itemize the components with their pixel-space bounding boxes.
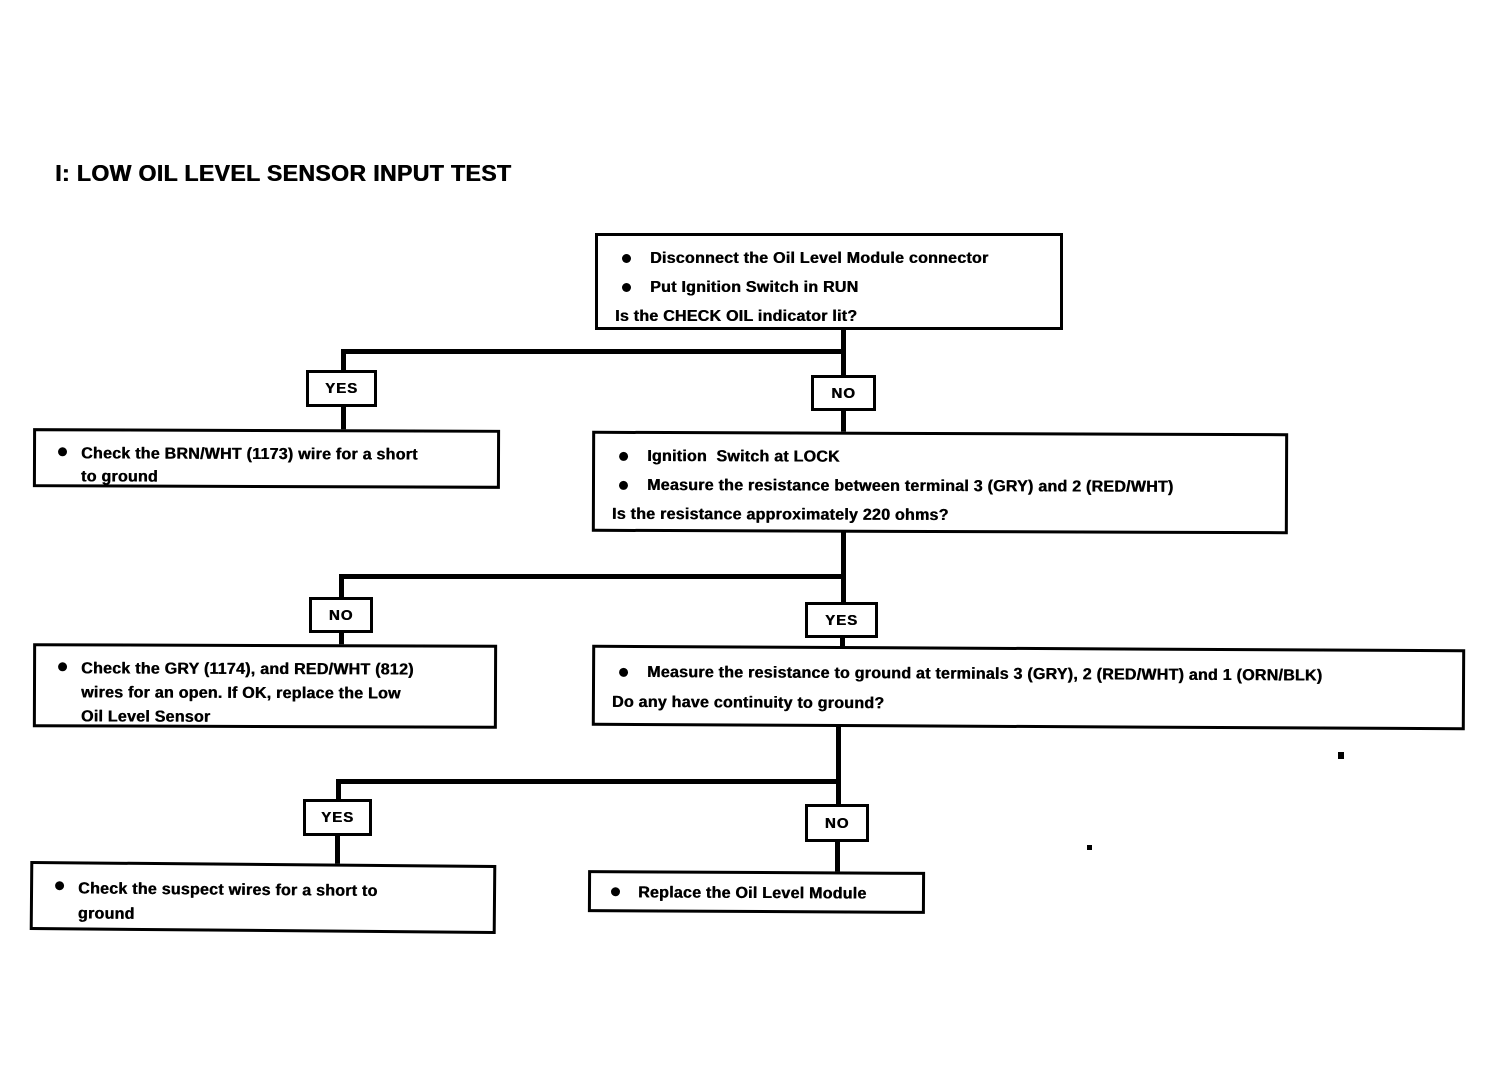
bullet-icon xyxy=(611,887,620,896)
step2-question: Is the resistance approximately 220 ohms? xyxy=(611,505,949,525)
result2-line-2: wires for an open. If OK, replace the Low xyxy=(80,684,401,703)
result3-row xyxy=(55,876,493,905)
result4-row xyxy=(611,882,922,906)
bullet-icon xyxy=(622,254,631,263)
bullet-icon xyxy=(58,662,67,671)
step2-bullet-text-1: Ignition Switch at LOCK xyxy=(647,447,840,466)
step1-question: Is the CHECK OIL indicator lit? xyxy=(615,308,858,325)
connector-line xyxy=(836,726,841,807)
branch2-yes-label: YES xyxy=(805,602,878,638)
result-box-check-brn-wht xyxy=(33,428,500,489)
step1-bullet-row-2 xyxy=(622,278,1054,297)
step-box-resistance-test xyxy=(592,431,1288,534)
connector-line xyxy=(336,779,841,784)
result2-row xyxy=(58,657,494,683)
step2-bullet-text-2: Measure the resistance between terminal 3 (GRY) and 2 (RED/WHT) xyxy=(646,476,1174,496)
step-box-continuity-test xyxy=(592,645,1465,731)
result2-line-3: Oil Level Sensor xyxy=(80,708,211,726)
step2-bullet-row-2 xyxy=(619,476,1279,497)
page-title: I: LOW OIL LEVEL SENSOR INPUT TEST xyxy=(55,160,512,186)
scan-artifact-dot xyxy=(1087,845,1092,850)
bullet-icon xyxy=(619,452,628,461)
step-box-initial-test xyxy=(595,233,1063,330)
branch3-no-label: NO xyxy=(805,804,869,842)
connector-line xyxy=(341,349,846,354)
bullet-icon xyxy=(619,481,628,490)
result1-line-2: to ground xyxy=(80,468,158,486)
branch1-no-label: NO xyxy=(811,375,876,411)
result1-row xyxy=(58,442,497,467)
connector-line xyxy=(335,834,340,865)
result1-line-1: Check the BRN/WHT (1173) wire for a short xyxy=(80,445,418,464)
connector-line xyxy=(341,405,346,432)
step1-bullet-text-1: Disconnect the Oil Level Module connector xyxy=(650,250,989,267)
step1-bullet-row-1 xyxy=(622,249,1054,268)
result3-line-1: Check the suspect wires for a short to xyxy=(77,880,378,900)
bullet-icon xyxy=(622,283,631,292)
result2-line-1: Check the GRY (1174), and RED/WHT (812) xyxy=(81,660,414,679)
scan-artifact-dot xyxy=(1338,752,1344,759)
result-box-check-gry-redwht xyxy=(33,643,497,729)
result-box-check-suspect-wires xyxy=(30,861,497,934)
step1-bullet-text-2: Put Ignition Switch in RUN xyxy=(650,279,859,296)
bullet-icon xyxy=(58,447,67,456)
branch3-yes-label: YES xyxy=(303,799,372,836)
connector-line xyxy=(339,574,846,579)
branch2-no-label: NO xyxy=(309,597,373,633)
branch1-yes-label: YES xyxy=(306,370,377,407)
result4-line-1: Replace the Oil Level Module xyxy=(637,884,867,903)
bullet-icon xyxy=(619,668,628,677)
step2-bullet-row-1 xyxy=(619,447,1279,468)
result3-line-2: ground xyxy=(77,905,135,923)
bullet-icon xyxy=(55,881,64,890)
step3-bullet-row-1 xyxy=(619,663,1456,686)
step3-question: Do any have continuity to ground? xyxy=(611,693,885,713)
step3-bullet-text-1: Measure the resistance to ground at terminals 3 (GRY), 2 (RED/WHT) and 1 (ORN/BLK) xyxy=(647,664,1323,685)
connector-line xyxy=(841,531,846,605)
result-box-replace-module xyxy=(588,870,925,914)
connector-line xyxy=(835,840,840,873)
